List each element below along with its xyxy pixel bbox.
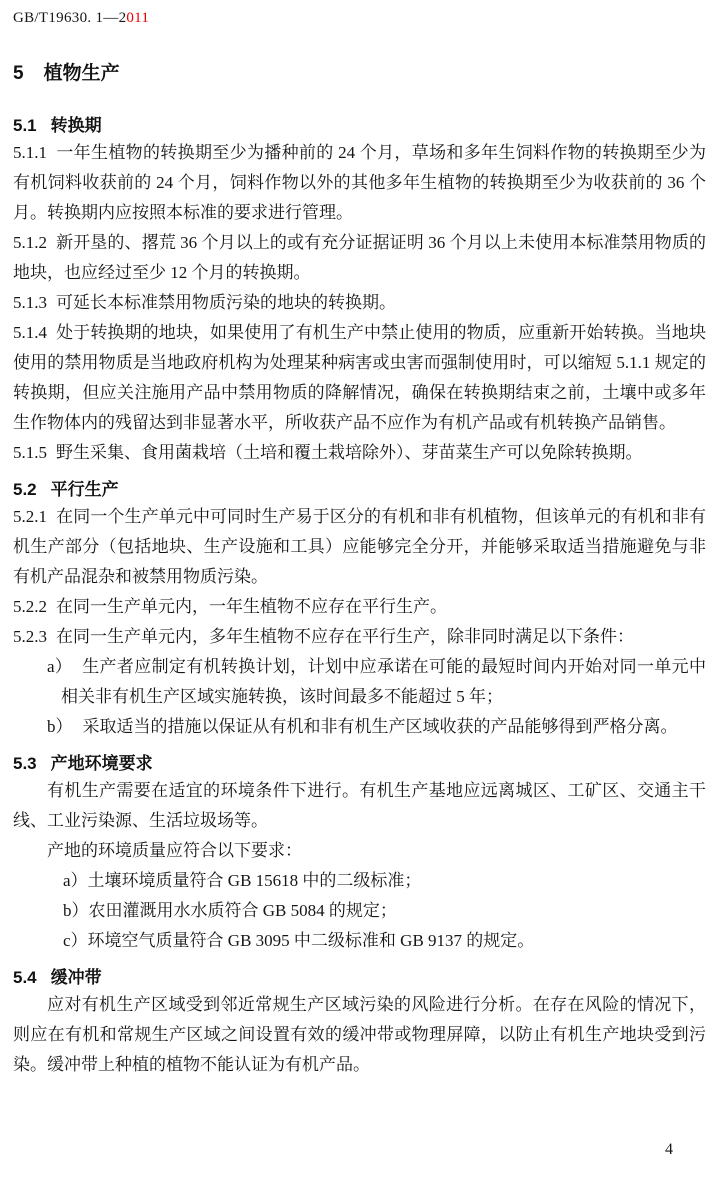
section-heading-5-2 [13, 478, 706, 502]
list-text: 农田灌溉用水水质符合 GB 5084 的规定； [88, 901, 397, 920]
list-text: 生产者应制定有机转换计划，计划中应承诺在可能的最短时间内开始对同一单元中相关非有机生产区域实施转换，该时间最多不能超过 5 年； [61, 657, 706, 706]
list-label: a） [47, 657, 73, 676]
section-title: 平行生产 [50, 480, 119, 499]
list-label: b） [63, 901, 89, 920]
section-number: 5.3 [13, 754, 37, 773]
clause-5-1-5 [13, 438, 706, 468]
clause-text: 新开垦的、撂荒 36 个月以上的或有充分证据证明 36 个月以上未使用本标准禁用物质的地块，也应经过至少 12 个月的转换期。 [13, 233, 706, 282]
list-text: 采取适当的措施以保证从有机和非有机生产区域收获的产品能够得到严格分离。 [82, 717, 678, 736]
section-number: 5.2 [13, 480, 37, 499]
clause-text: 一年生植物的转换期至少为播种前的 24 个月，草场和多年生饲料作物的转换期至少为有机饲料收获前的 24 个月，饲料作物以外的其他多年生植物的转换期至少为收获前的 36 个月。转换期内应按照本标准的要求进行管理。 [13, 143, 706, 222]
section-title: 产地环境要求 [50, 754, 153, 773]
paragraph-5-4-1: 应对有机生产区域受到邻近常规生产区域污染的风险进行分析。在存在风险的情况下，则应在有机和常规生产区域之间设置有效的缓冲带或物理屏障，以防止有机生产地块受到污染。缓冲带上种植的植物不能认证为有机产品。 [13, 995, 706, 1074]
chapter-title: 植物生产 [43, 63, 120, 84]
clause-5-2-2 [13, 592, 706, 622]
clause-text: 野生采集、食用菌栽培（土培和覆土栽培除外）、芽苗菜生产可以免除转换期。 [56, 443, 643, 462]
section-number: 5.4 [13, 968, 37, 987]
list-label: a） [63, 871, 88, 890]
section-title: 缓冲带 [50, 968, 102, 987]
list-item-a-5-3 [13, 866, 706, 896]
standard-code [13, 8, 706, 28]
clause-text: 可延长本标准禁用物质污染的地块的转换期。 [56, 293, 396, 312]
clause-number: 5.2.1 [13, 507, 47, 526]
section-number: 5.1 [13, 116, 37, 135]
clause-5-2-1 [13, 502, 706, 592]
clause-text: 处于转换期的地块，如果使用了有机生产中禁止使用的物质，应重新开始转换。当地块使用的禁用物质是当地政府机构为处理某种病害或虫害而强制使用时，可以缩短 5.1.1 规定的转换期，但应关注施用产品中禁用物质的降解情况，确保在转换期结束之前，土壤中或多年生作物体内的残留达到非显著水平，所收获产品不应作为有机产品或有机转换产品销售。 [13, 323, 706, 432]
section-heading-5-4 [13, 966, 706, 990]
clause-5-1-4 [13, 318, 706, 438]
page-number: 4 [665, 1141, 673, 1158]
clause-number: 5.1.1 [13, 143, 47, 162]
standard-code-red: 011 [126, 10, 150, 26]
clause-5-1-1 [13, 138, 706, 228]
section-title: 转换期 [50, 116, 102, 135]
clause-5-2-3 [13, 622, 706, 652]
clause-number: 5.2.2 [13, 597, 47, 616]
clause-text: 在同一生产单元内，一年生植物不应存在平行生产。 [56, 597, 447, 616]
clause-number: 5.1.4 [13, 323, 47, 342]
section-heading-5-1 [13, 114, 706, 138]
clause-text: 在同一个生产单元中可同时生产易于区分的有机和非有机植物，但该单元的有机和非有机生产部分（包括地块、生产设施和工具）应能够完全分开，并能够采取适当措施避免与非有机产品混杂和被禁用物质污染。 [13, 507, 706, 586]
paragraph-5-3-2: 产地的环境质量应符合以下要求： [47, 841, 302, 860]
clause-5-1-3 [13, 288, 706, 318]
list-item-b-5-2-3 [13, 712, 706, 742]
list-item-a-5-2-3 [13, 652, 706, 712]
list-text: 环境空气质量符合 GB 3095 中二级标准和 GB 9137 的规定。 [87, 931, 535, 950]
paragraph-5-3-1: 有机生产需要在适宜的环境条件下进行。有机生产基地应远离城区、工矿区、交通主干线、工业污染源、生活垃圾场等。 [13, 781, 706, 830]
clause-number: 5.2.3 [13, 627, 47, 646]
clause-number: 5.1.2 [13, 233, 47, 252]
clause-number: 5.1.5 [13, 443, 47, 462]
chapter-heading [13, 62, 706, 86]
section-heading-5-3 [13, 752, 706, 776]
standard-code-black: GB/T19630. 1—2 [13, 10, 127, 26]
clause-5-1-2 [13, 228, 706, 288]
clause-text: 在同一生产单元内，多年生植物不应存在平行生产，除非同时满足以下条件： [56, 627, 634, 646]
list-label: b） [47, 717, 73, 736]
list-item-c-5-3 [13, 926, 706, 956]
list-label: c） [63, 931, 88, 950]
chapter-number: 5 [13, 63, 24, 84]
list-text: 土壤环境质量符合 GB 15618 中的二级标准； [87, 871, 422, 890]
clause-number: 5.1.3 [13, 293, 47, 312]
list-item-b-5-3 [13, 896, 706, 926]
